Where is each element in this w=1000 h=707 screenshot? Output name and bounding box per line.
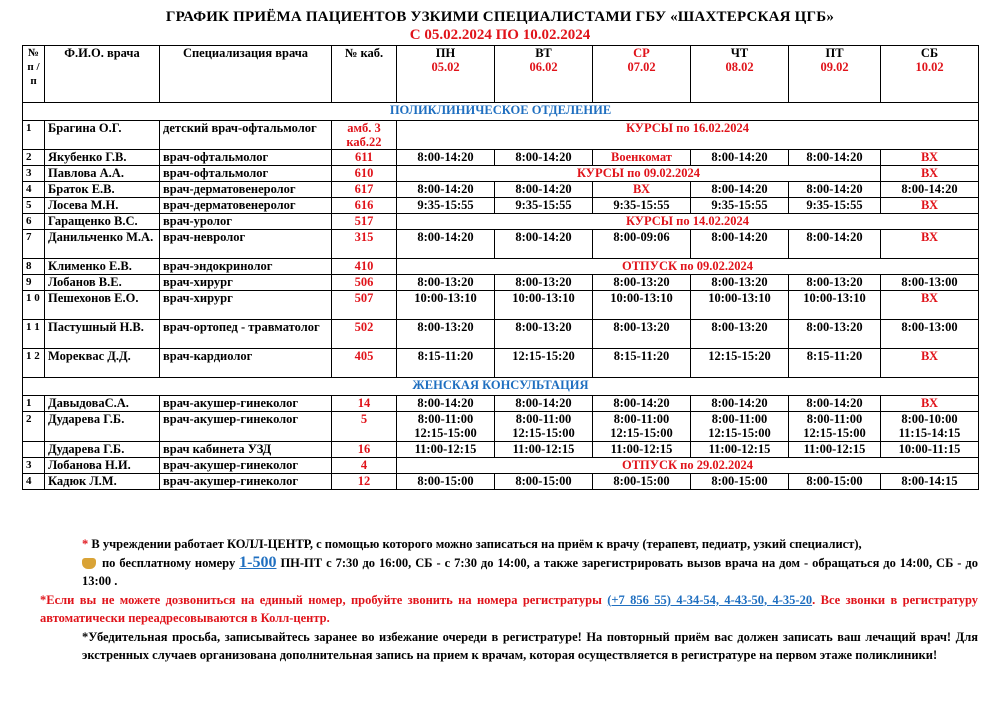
cabinet-number: 5	[332, 412, 397, 442]
day-cell: 8:15-11:20	[397, 349, 495, 378]
row-number: 1	[23, 396, 45, 412]
doctor-specialization: врач-офтальмолог	[160, 150, 332, 166]
table-row	[23, 275, 979, 291]
day-cell: 10:00-13:10	[397, 291, 495, 320]
note-request: *Убедительная просьба, записывайтесь заранее во избежание очереди в регистратуре! На повторный приём вас должен записать ваш лечащий врач! Для экстренных случаев организована дополнительная запись на прием к врачам, которая осуществляется в регистратуре на первом этаже поликлиники!	[82, 629, 978, 662]
table-row	[23, 291, 979, 320]
doctor-specialization: врач-акушер-гинеколог	[160, 396, 332, 412]
table-row	[23, 412, 979, 442]
doctor-name: Гаращенко В.С.	[45, 214, 160, 230]
day-cell: 8:00-14:20	[397, 396, 495, 412]
day-cell: 8:00-14:20	[881, 182, 979, 198]
header-day-thu: ЧТ 08.02	[691, 46, 789, 103]
day-cell: 12:15-15:20	[495, 349, 593, 378]
row-number: 6	[23, 214, 45, 230]
registry-phones[interactable]: (+7 856 55) 4-34-54, 4-43-50, 4-35-20	[607, 592, 813, 607]
phone-icon	[82, 558, 96, 569]
doctor-name: Лосева М.Н.	[45, 198, 160, 214]
day-cell: 8:00-15:00	[495, 474, 593, 490]
doctor-name: Кадюк Л.М.	[45, 474, 160, 490]
day-cell: 8:00-13:20	[789, 320, 881, 349]
cabinet-number: 14	[332, 396, 397, 412]
cabinet-number: 4	[332, 458, 397, 474]
doctor-specialization: врач-акушер-гинеколог	[160, 458, 332, 474]
day-cell: 8:00-14:20	[397, 230, 495, 259]
doctor-name: Лобанова Н.И.	[45, 458, 160, 474]
header-cab: № каб.	[332, 46, 397, 103]
day-cell: 12:15-15:20	[691, 349, 789, 378]
note-registry: *Если вы не можете дозвониться на единый номер, пробуйте звонить на номера регистратуры (+7 856 55) 4-34-54, 4-43-50, 4-35-20. Все звонки в регистратуру автоматически переадресовываются в Колл-центр.	[40, 592, 978, 625]
cabinet-number: 610	[332, 166, 397, 182]
day-cell: 10:00-13:10	[691, 291, 789, 320]
day-cell: 8:00-14:20	[495, 150, 593, 166]
doctor-specialization: врач-офтальмолог	[160, 166, 332, 182]
day-cell: 8:00-14:20	[789, 182, 881, 198]
day-cell: 8:00-14:20	[789, 396, 881, 412]
day-cell: ВХ	[881, 150, 979, 166]
day-cell: 10:00-11:15	[881, 442, 979, 458]
table-row	[23, 396, 979, 412]
status-span: КУРСЫ по 16.02.2024	[397, 121, 979, 150]
header-day-tue: ВТ 06.02	[495, 46, 593, 103]
row-number: 1 2	[23, 349, 45, 378]
doctor-specialization: детский врач-офтальмолог	[160, 121, 332, 150]
header-name: Ф.И.О. врача	[45, 46, 160, 103]
header-num: № п / п	[23, 46, 45, 103]
day-cell: 8:00-13:20	[495, 320, 593, 349]
day-cell: 8:00-11:00 12:15-15:00	[789, 412, 881, 442]
row-number: 8	[23, 259, 45, 275]
day-cell: 8:00-14:20	[789, 230, 881, 259]
doctor-name: Дударева Г.Б.	[45, 442, 160, 458]
day-cell: 8:00-13:20	[495, 275, 593, 291]
day-cell: 8:00-14:20	[495, 230, 593, 259]
day-cell: 9:35-15:55	[397, 198, 495, 214]
doctor-name: Клименко Е.В.	[45, 259, 160, 275]
doctor-name: Лобанов В.Е.	[45, 275, 160, 291]
section-title: ЖЕНСКАЯ КОНСУЛЬТАЦИЯ	[23, 378, 979, 396]
day-cell: 8:00-13:20	[691, 275, 789, 291]
page-subtitle: С 05.02.2024 ПО 10.02.2024	[409, 27, 591, 43]
header-row	[23, 46, 979, 103]
row-number: 4	[23, 182, 45, 198]
doctor-name: Брагина О.Г.	[45, 121, 160, 150]
day-cell: 8:00-14:20	[397, 150, 495, 166]
table-row	[23, 230, 979, 259]
day-cell: 8:00-10:00 11:15-14:15	[881, 412, 979, 442]
day-cell: 8:00-14:20	[495, 182, 593, 198]
day-cell: 8:00-14:20	[789, 150, 881, 166]
day-cell: 8:00-14:20	[691, 150, 789, 166]
doctor-specialization: врач-хирург	[160, 275, 332, 291]
cabinet-number: амб. 3 каб.22	[332, 121, 397, 150]
status-span: КУРСЫ по 09.02.2024	[397, 166, 881, 182]
header-day-mon: ПН 05.02	[397, 46, 495, 103]
cabinet-number: 617	[332, 182, 397, 198]
doctor-name: Дударева Г.Б.	[45, 412, 160, 442]
table-row	[23, 349, 979, 378]
day-cell: 8:15-11:20	[789, 349, 881, 378]
day-cell: ВХ	[881, 291, 979, 320]
doctor-name: Павлова А.А.	[45, 166, 160, 182]
doctor-specialization: врач-ортопед - травматолог	[160, 320, 332, 349]
header-day-wed: СР 07.02	[593, 46, 691, 103]
day-cell: ВХ	[881, 396, 979, 412]
day-cell: 8:00-13:20	[691, 320, 789, 349]
doctor-name: Мореквас Д.Д.	[45, 349, 160, 378]
doctor-name: Пешехонов Е.О.	[45, 291, 160, 320]
status-span: ОТПУСК по 29.02.2024	[397, 458, 979, 474]
doctor-name: Браток Е.В.	[45, 182, 160, 198]
day-cell: 10:00-13:10	[593, 291, 691, 320]
table-row	[23, 198, 979, 214]
doctor-name: Данильченко М.А.	[45, 230, 160, 259]
header-day-sat: СБ 10.02	[881, 46, 979, 103]
table-row	[23, 214, 979, 230]
day-cell: 10:00-13:10	[789, 291, 881, 320]
day-cell: 8:00-14:20	[691, 396, 789, 412]
table-row	[23, 259, 979, 275]
row-number: 4	[23, 474, 45, 490]
day-cell: 8:00-14:20	[691, 230, 789, 259]
day-cell: 11:00-12:15	[397, 442, 495, 458]
day-cell: 8:00-14:20	[397, 182, 495, 198]
day-cell: 9:35-15:55	[691, 198, 789, 214]
table-row	[23, 182, 979, 198]
day-cell: ВХ	[881, 166, 979, 182]
section-title: ПОЛИКЛИНИЧЕСКОЕ ОТДЕЛЕНИЕ	[23, 103, 979, 121]
page-title: ГРАФИК ПРИЁМА ПАЦИЕНТОВ УЗКИМИ СПЕЦИАЛИСТАМИ ГБУ «ШАХТЕРСКАЯ ЦГБ»	[165, 9, 835, 25]
day-cell: 8:00-11:00 12:15-15:00	[495, 412, 593, 442]
cabinet-number: 517	[332, 214, 397, 230]
table-row	[23, 121, 979, 150]
doctor-specialization: врач-уролог	[160, 214, 332, 230]
day-cell: 8:00-15:00	[593, 474, 691, 490]
day-cell: 8:00-15:00	[691, 474, 789, 490]
row-number: 2	[23, 412, 45, 442]
table-row	[23, 474, 979, 490]
table-row	[23, 320, 979, 349]
hotline-number[interactable]: 1-500	[239, 553, 277, 571]
doctor-specialization: врач-дерматовенеролог	[160, 198, 332, 214]
day-cell: 8:00-13:20	[397, 320, 495, 349]
row-number: 3	[23, 166, 45, 182]
day-cell: 9:35-15:55	[789, 198, 881, 214]
doctor-specialization: врач кабинета УЗД	[160, 442, 332, 458]
day-cell: 8:00-09:06	[593, 230, 691, 259]
day-cell: 9:35-15:55	[593, 198, 691, 214]
day-cell: ВХ	[881, 198, 979, 214]
table-row	[23, 458, 979, 474]
day-cell: Военкомат	[593, 150, 691, 166]
status-span: ОТПУСК по 09.02.2024	[397, 259, 979, 275]
cabinet-number: 16	[332, 442, 397, 458]
row-number: 7	[23, 230, 45, 259]
cabinet-number: 315	[332, 230, 397, 259]
row-number: 9	[23, 275, 45, 291]
schedule-table	[22, 45, 979, 490]
day-cell: 8:00-13:20	[593, 275, 691, 291]
day-cell: 8:00-13:20	[593, 320, 691, 349]
day-cell: 8:00-13:20	[397, 275, 495, 291]
status-span: КУРСЫ по 14.02.2024	[397, 214, 979, 230]
doctor-specialization: врач-кардиолог	[160, 349, 332, 378]
doctor-specialization: врач-акушер-гинеколог	[160, 474, 332, 490]
day-cell: 8:00-13:00	[881, 275, 979, 291]
row-number: 1 0	[23, 291, 45, 320]
doctor-specialization: врач-дерматовенеролог	[160, 182, 332, 198]
doctor-specialization: врач-невролог	[160, 230, 332, 259]
day-cell: 11:00-12:15	[789, 442, 881, 458]
section-row	[23, 103, 979, 121]
day-cell: 8:00-11:00 12:15-15:00	[397, 412, 495, 442]
cabinet-number: 611	[332, 150, 397, 166]
table-row	[23, 166, 979, 182]
doctor-specialization: врач-хирург	[160, 291, 332, 320]
day-cell: 8:00-13:00	[881, 320, 979, 349]
doctor-name: ДавыдоваС.А.	[45, 396, 160, 412]
header-day-fri: ПТ 09.02	[789, 46, 881, 103]
row-number: 2	[23, 150, 45, 166]
cabinet-number: 616	[332, 198, 397, 214]
day-cell: 8:00-15:00	[397, 474, 495, 490]
day-cell: 8:00-14:15	[881, 474, 979, 490]
cabinet-number: 502	[332, 320, 397, 349]
day-cell: 8:00-14:20	[495, 396, 593, 412]
cabinet-number: 506	[332, 275, 397, 291]
doctor-specialization: врач-акушер-гинеколог	[160, 412, 332, 442]
day-cell: 8:00-14:20	[691, 182, 789, 198]
notes	[22, 535, 978, 665]
doctor-name: Пастушный Н.В.	[45, 320, 160, 349]
day-cell: 8:00-11:00 12:15-15:00	[593, 412, 691, 442]
day-cell: 8:00-15:00	[789, 474, 881, 490]
day-cell: 11:00-12:15	[593, 442, 691, 458]
table-row	[23, 442, 979, 458]
day-cell: 8:00-14:20	[593, 396, 691, 412]
day-cell: 8:15-11:20	[593, 349, 691, 378]
day-cell: 11:00-12:15	[495, 442, 593, 458]
row-number: 1	[23, 121, 45, 150]
day-cell: 11:00-12:15	[691, 442, 789, 458]
header-spec: Специализация врача	[160, 46, 332, 103]
section-row	[23, 378, 979, 396]
doctor-specialization: врач-эндокринолог	[160, 259, 332, 275]
cabinet-number: 405	[332, 349, 397, 378]
cabinet-number: 507	[332, 291, 397, 320]
doctor-name: Якубенко Г.В.	[45, 150, 160, 166]
row-number	[23, 442, 45, 458]
schedule-body	[23, 103, 979, 490]
row-number: 5	[23, 198, 45, 214]
day-cell: ВХ	[881, 230, 979, 259]
row-number: 3	[23, 458, 45, 474]
note-callcenter: * В учреждении работает КОЛЛ-ЦЕНТР, с помощью которого можно записаться на приём к врачу (терапевт, педиатр, узкий специалист), по бесплатному номеру 1-500 ПН-ПТ с 7:30 до 16:00, СБ - с 7:30 до 14:00, а также зарегистрировать вызов врача на дом - обращаться до 14:00, СБ - до 13:00 .	[82, 537, 978, 588]
day-cell: ВХ	[593, 182, 691, 198]
day-cell: 8:00-13:20	[789, 275, 881, 291]
day-cell: 10:00-13:10	[495, 291, 593, 320]
day-cell: ВХ	[881, 349, 979, 378]
day-cell: 9:35-15:55	[495, 198, 593, 214]
row-number: 1 1	[23, 320, 45, 349]
day-cell: 8:00-11:00 12:15-15:00	[691, 412, 789, 442]
table-row	[23, 150, 979, 166]
cabinet-number: 410	[332, 259, 397, 275]
cabinet-number: 12	[332, 474, 397, 490]
